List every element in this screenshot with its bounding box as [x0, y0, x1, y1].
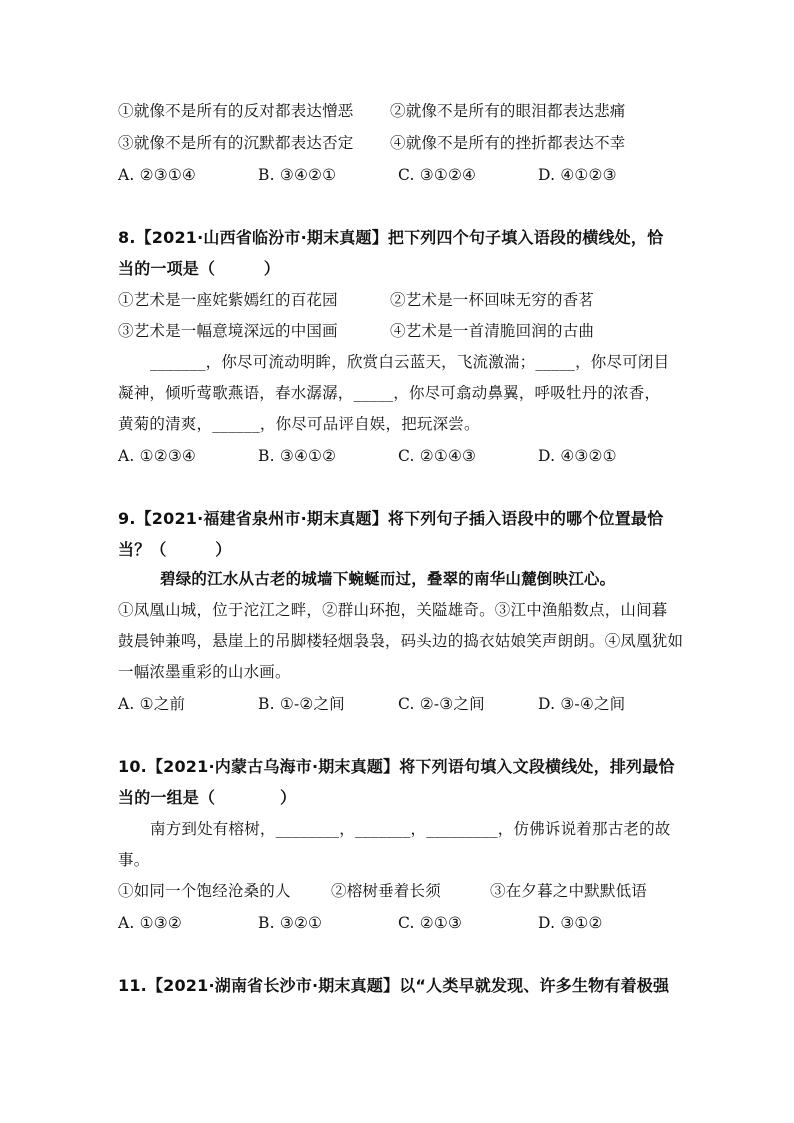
q8-passage-line2: 凝神，倾听莺歌燕语，春水潺潺，_____，你尽可翕动鼻翼，呼吸牡丹的浓香， — [118, 384, 661, 402]
q8-option-2: ②艺术是一杯回味无穷的香茗 — [390, 291, 595, 309]
q11-stem-line1: 11.【2021·湖南省长沙市·期末真题】以“人类早就发现、许多生物有着极强 — [118, 976, 670, 995]
q10-answer-choices — [118, 912, 603, 934]
q7-choice-c: C. ③①②④ — [398, 166, 477, 184]
q8-options-row1 — [118, 289, 594, 311]
q8-stem-line1: 8.【2021·山西省临汾市·期末真题】把下列四个句子填入语段的横线处，恰 — [118, 228, 664, 247]
q9-choice-b: B. ①-②之间 — [258, 695, 345, 713]
q8-choice-c: C. ②①④③ — [398, 447, 477, 465]
q7-option-1: ①就像不是所有的反对都表达憎恶 — [118, 102, 354, 120]
q8-answer-choices — [118, 445, 617, 467]
q8-choice-d: D. ④③②① — [538, 447, 617, 465]
q9-choice-c: C. ②-③之间 — [398, 695, 485, 713]
q8-option-1: ①艺术是一座姹紫嫣红的百花园 — [118, 291, 338, 309]
q10-option-3: ③在夕暮之中默默低语 — [490, 882, 648, 900]
q7-options-row1 — [118, 100, 626, 122]
q7-options-row2 — [118, 132, 626, 154]
q10-choice-b: B. ③②① — [258, 914, 323, 932]
q9-insert-sentence: 碧绿的江水从古老的城墙下蜿蜒而过，叠翠的南华山麓倒映江心。 — [160, 570, 616, 588]
q9-passage-line2: 鼓晨钟兼鸣，悬崖上的吊脚楼轻烟袅袅，码头边的捣衣姑娘笑声朗朗。④凤凰犹如 — [118, 632, 684, 650]
q8-passage-line1: _______，你尽可流动明眸，欣赏白云蓝天，飞流激湍；_____，你尽可闭目 — [150, 353, 670, 371]
q7-option-4: ④就像不是所有的挫折都表达不幸 — [390, 134, 626, 152]
q7-option-3: ③就像不是所有的沉默都表达否定 — [118, 134, 354, 152]
q9-stem-line2: 当？（ ） — [118, 540, 232, 559]
q10-choice-a: A. ①③② — [118, 914, 182, 932]
q8-stem-line2: 当的一项是（ ） — [118, 259, 281, 278]
q8-options-row2 — [118, 320, 594, 342]
q10-choice-d: D. ③①② — [538, 914, 603, 932]
q10-passage-line1: 南方到处有榕树，________，_______，_________，仿佛诉说着那古老的故 — [150, 820, 671, 838]
q7-choice-b: B. ③④②① — [258, 166, 337, 184]
q8-option-4: ④艺术是一首清脆回润的古曲 — [390, 322, 595, 340]
q9-choice-a: A. ①之前 — [118, 695, 186, 713]
q10-passage-line2: 事。 — [118, 851, 150, 869]
q7-choice-a: A. ②③①④ — [118, 166, 197, 184]
q10-options — [118, 880, 647, 902]
q9-answer-choices — [118, 693, 625, 715]
q10-stem-line2: 当的一组是（ ） — [118, 788, 297, 807]
q9-choice-d: D. ③-④之间 — [538, 695, 626, 713]
q7-choice-d: D. ④①②③ — [538, 166, 617, 184]
q10-option-1: ①如同一个饱经沧桑的人 — [118, 882, 291, 900]
q10-choice-c: C. ②①③ — [398, 914, 463, 932]
q7-option-2: ②就像不是所有的眼泪都表达悲痛 — [390, 102, 626, 120]
q8-passage-line3: 黄菊的清爽，______，你尽可品评自娱，把玩深尝。 — [118, 415, 480, 433]
q10-stem-line1: 10.【2021·内蒙古乌海市·期末真题】将下列语句填入文段横线处，排列最恰 — [118, 757, 675, 776]
q10-option-2: ②榕树垂着长须 — [331, 882, 441, 900]
q8-choice-a: A. ①②③④ — [118, 447, 197, 465]
q9-passage-line1: ①凤凰山城，位于沱江之畔，②群山环抱，关隘雄奇。③江中渔船数点，山间暮 — [118, 601, 668, 619]
q9-passage-line3: 一幅浓墨重彩的山水画。 — [118, 663, 291, 681]
q7-answer-choices — [118, 164, 617, 186]
q9-stem-line1: 9.【2021·福建省泉州市·期末真题】将下列句子插入语段中的哪个位置最恰 — [118, 509, 664, 528]
q8-choice-b: B. ③④①② — [258, 447, 337, 465]
q8-option-3: ③艺术是一幅意境深远的中国画 — [118, 322, 338, 340]
